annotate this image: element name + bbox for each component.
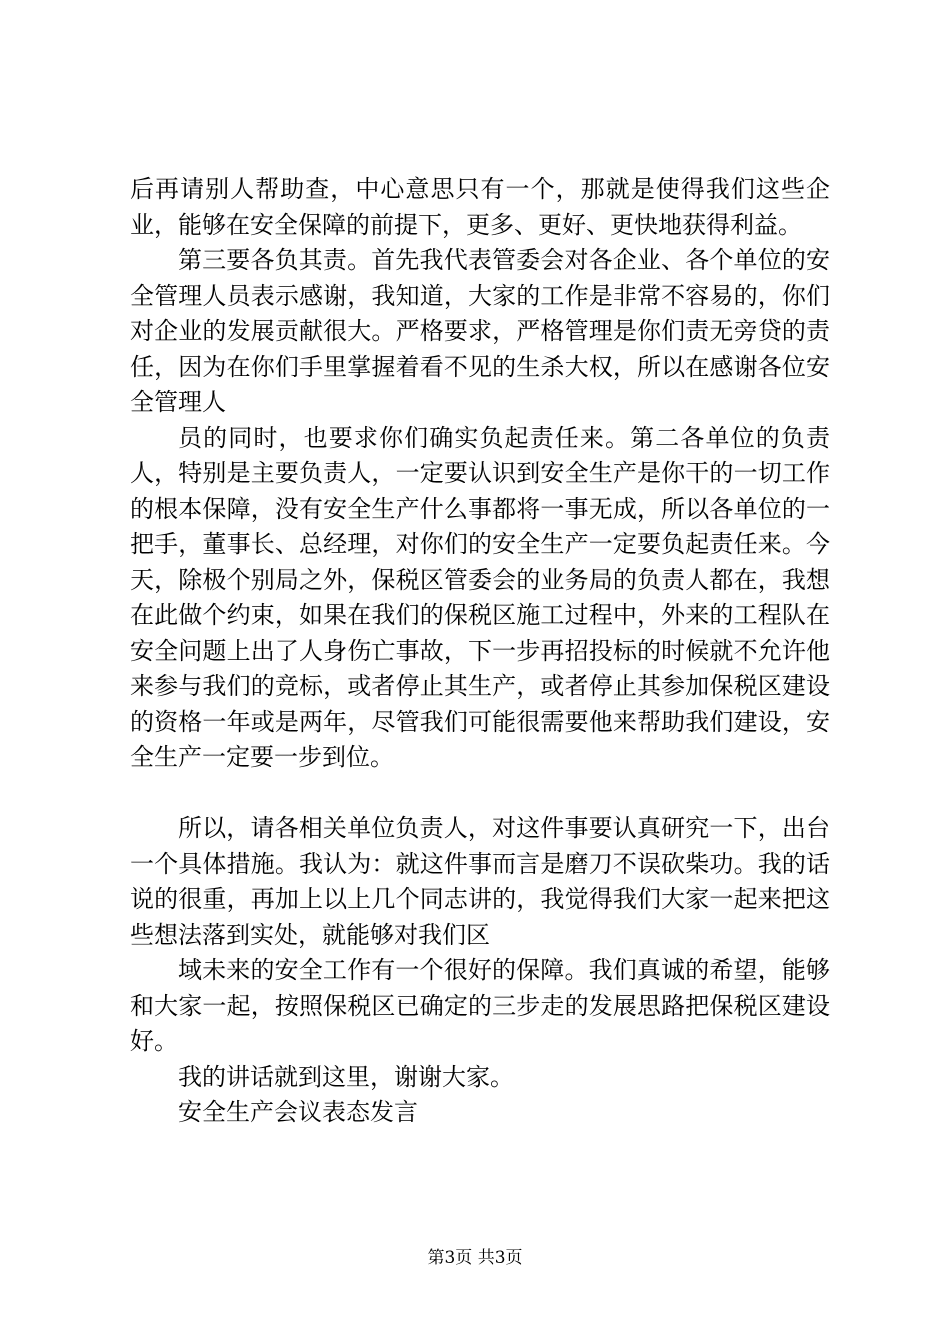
page-footer: 第3页 共3页 [427, 1248, 523, 1268]
paragraph-1: 后再请别人帮助查，中心意思只有一个，那就是使得我们这些企业，能够在安全保障的前提下，更多、更好、更快地获得利益。 [130, 175, 830, 239]
paragraph-5: 域未来的安全工作有一个很好的保障。我们真诚的希望，能够和大家一起，按照保税区已确定的三步走的发展思路把保税区建设好。 [130, 956, 830, 1055]
paragraph-6: 我的讲话就到这里，谢谢大家。 [178, 1062, 514, 1091]
paragraph-4: 所以，请各相关单位负责人，对这件事要认真研究一下，出台一个具体措施。我认为：就这件事而言是磨刀不误砍柴功。我的话说的很重，再加上以上几个同志讲的，我觉得我们大家一起来把这些想法落到实处，就能够对我们区 [130, 814, 830, 949]
paragraph-spacer [130, 776, 830, 812]
document-body [130, 172, 830, 1131]
paragraph-7: 安全生产会议表态发言 [178, 1098, 418, 1126]
paragraph-3: 员的同时，也要求你们确实负起责任来。第二各单位的负责人，特别是主要负责人，一定要认识到安全生产是你干的一切工作的根本保障，没有安全生产什么事都将一事无成，所以各单位的一把手，董事长、总经理，对你们的安全生产一定要负起责任来。今天，除极个别局之外，保税区管委会的业务局的负责人都在，我想在此做个约束，如果在我们的保税区施工过程中，外来的工程队在安全问题上出了人身伤亡事故，下一步再招投标的时候就不允许他来参与我们的竞标，或者停止其生产，或者停止其参加保税区建设的资格一年或是两年，尽管我们可能很需要他来帮助我们建设，安全生产一定要一步到位。 [130, 423, 830, 771]
paragraph-2: 第三要各负其责。首先我代表管委会对各企业、各个单位的安全管理人员表示感谢，我知道，大家的工作是非常不容易的，你们对企业的发展贡献很大。严格要求，严格管理是你们责无旁贷的责任，因为在你们手里掌握着看不见的生杀大权，所以在感谢各位安全管理人 [130, 246, 830, 416]
